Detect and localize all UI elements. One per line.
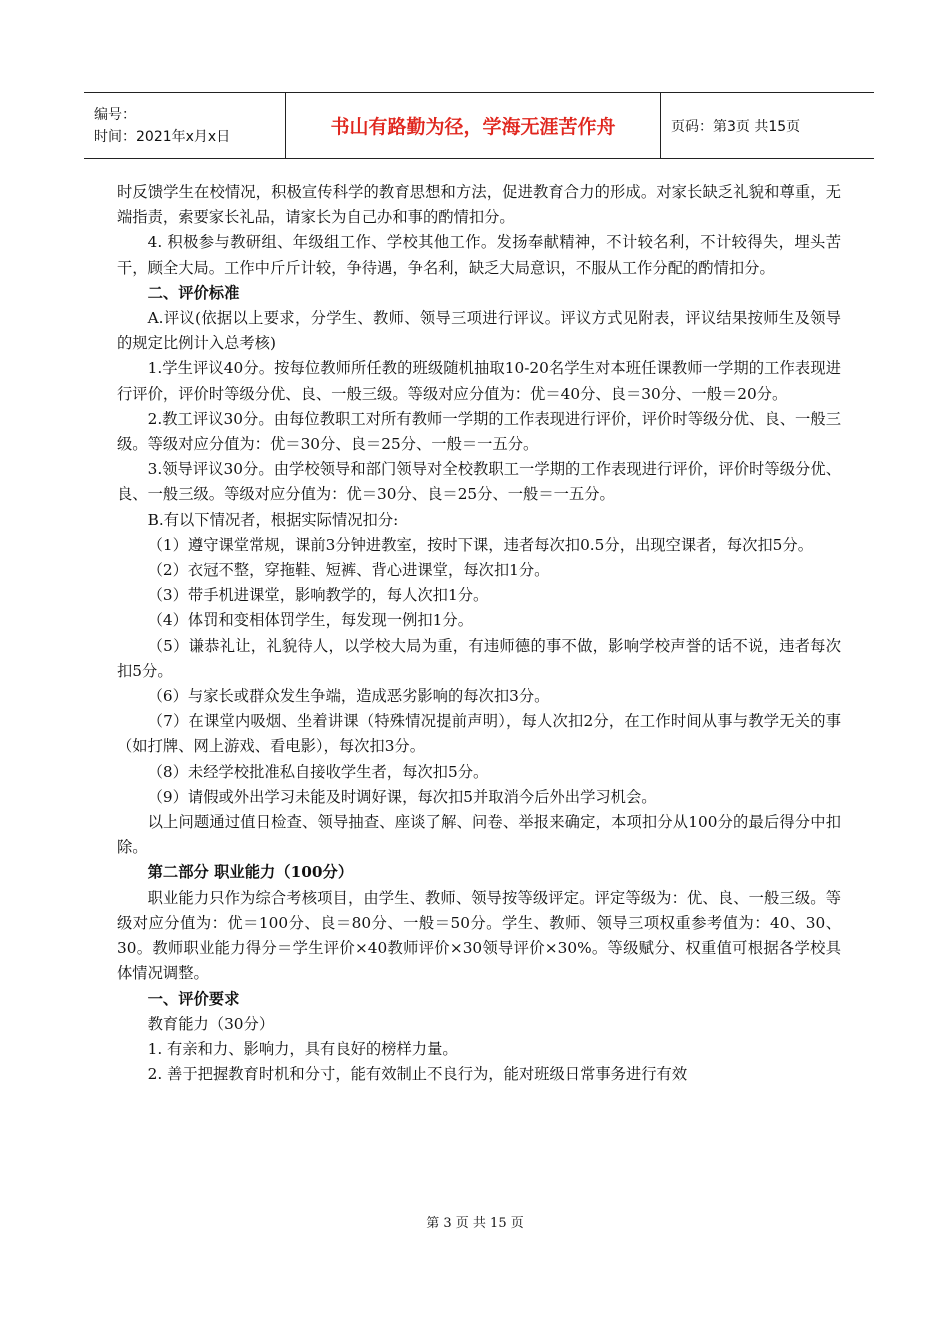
- header-motto-cell: [286, 93, 661, 158]
- list-item: （6）与家长或群众发生争端，造成恶劣影响的每次扣3分。: [147, 687, 550, 706]
- list-item: （7）在课堂内吸烟、坐着讲课（特殊情况提前声明），每人次扣2分，在工作时间从事与教学无关的事（如打牌、网上游戏、看电影），每次扣3分。: [117, 712, 841, 756]
- part-heading: 第二部分 职业能力（100分）: [147, 863, 354, 882]
- list-item: 2. 善于把握教育时机和分寸，能有效制止不良行为，能对班级日常事务进行有效: [147, 1065, 688, 1084]
- list-item: （8）未经学校批准私自接收学生者，每次扣5分。: [147, 762, 489, 781]
- paragraph: 以上问题通过值日检查、领导抽查、座谈了解、问卷、举报来确定，本项扣分从100分的最后得分中扣除。: [117, 813, 841, 857]
- paragraph: B.有以下情况者，根据实际情况扣分:: [147, 510, 399, 529]
- document-date: 时间：2021年x月x日: [94, 128, 231, 145]
- page-footer: 第 3 页 共 15 页: [426, 1216, 524, 1231]
- list-item: （9）请假或外出学习未能及时调好课，每次扣5并取消今后外出学习机会。: [147, 787, 657, 806]
- list-item: （5）谦恭礼让，礼貌待人，以学校大局为重，有违师德的事不做，影响学校声誉的话不说，违者每次扣5分。: [117, 636, 841, 680]
- paragraph: A.评议(依据以上要求，分学生、教师、领导三项进行评议。评议方式见附表，评议结果按师生及领导的规定比例计入总考核): [117, 309, 841, 353]
- paragraph: 3.领导评议30分。由学校领导和部门领导对全校教职工一学期的工作表现进行评价，评价时等级分优、良、一般三级。等级对应分值为：优＝30分、良＝25分、一般＝一五分。: [117, 460, 841, 504]
- list-item: （3）带手机进课堂，影响教学的，每人次扣1分。: [147, 586, 489, 605]
- paragraph: 2.教工评议30分。由每位教职工对所有教师一学期的工作表现进行评价，评价时等级分优、良、一般三级。等级对应分值为：优＝30分、良＝25分、一般＝一五分。: [117, 409, 841, 454]
- header-info-cell: [84, 93, 286, 158]
- paragraph: 时反馈学生在校情况，积极宣传科学的教育思想和方法，促进教育合力的形成。对家长缺乏礼貌和尊重，无端指责，索要家长礼品，请家长为自己办和事的酌情扣分。: [117, 183, 841, 227]
- header-page-cell: [661, 93, 874, 158]
- list-item: （4）体罚和变相体罚学生，每发现一例扣1分。: [147, 611, 473, 630]
- section-heading: 二、评价标准: [147, 283, 240, 302]
- subsection-heading: 教育能力（30分）: [147, 1014, 275, 1033]
- page-header: [84, 92, 874, 159]
- header-page-number: 页码：第3页 共15页: [671, 118, 801, 135]
- paragraph: 职业能力只作为综合考核项目，由学生、教师、领导按等级评定。评定等级为：优、良、一般三级。等级对应分值为：优＝100分、良＝80分、一般＝50分。学生、教师、领导三项权重参考值为：40、30、30。教师职业能力得分＝学生评价×40教师评价×30领导评价×30%。等级赋分、权重值可根据各学校具体情况调整。: [117, 888, 841, 983]
- document-number-label: 编号：: [94, 106, 136, 123]
- list-item: 1. 有亲和力、影响力，具有良好的榜样力量。: [147, 1039, 458, 1058]
- list-item: （1）遵守课堂常规，课前3分钟进教室，按时下课，违者每次扣0.5分，出现空课者，每次扣5分。: [147, 535, 813, 554]
- paragraph: 1.学生评议40分。按每位教师所任教的班级随机抽取10-20名学生对本班任课教师一学期的工作表现进行评价，评价时等级分优、良、一般三级。等级对应分值为：优＝40分、良＝30分、一般＝20分。: [117, 359, 841, 403]
- document-body: [117, 180, 841, 1087]
- header-motto: 书山有路勤为径，学海无涯苦作舟: [330, 116, 616, 138]
- paragraph: 4. 积极参与教研组、年级组工作、学校其他工作。发扬奉献精神，不计较名利，不计较得失，埋头苦干，顾全大局。工作中斤斤计较，争待遇，争名利，缺乏大局意识，不服从工作分配的酌情扣分。: [117, 233, 841, 277]
- section-heading: 一、评价要求: [147, 989, 240, 1008]
- list-item: （2）衣冠不整，穿拖鞋、短裤、背心进课堂，每次扣1分。: [147, 561, 550, 580]
